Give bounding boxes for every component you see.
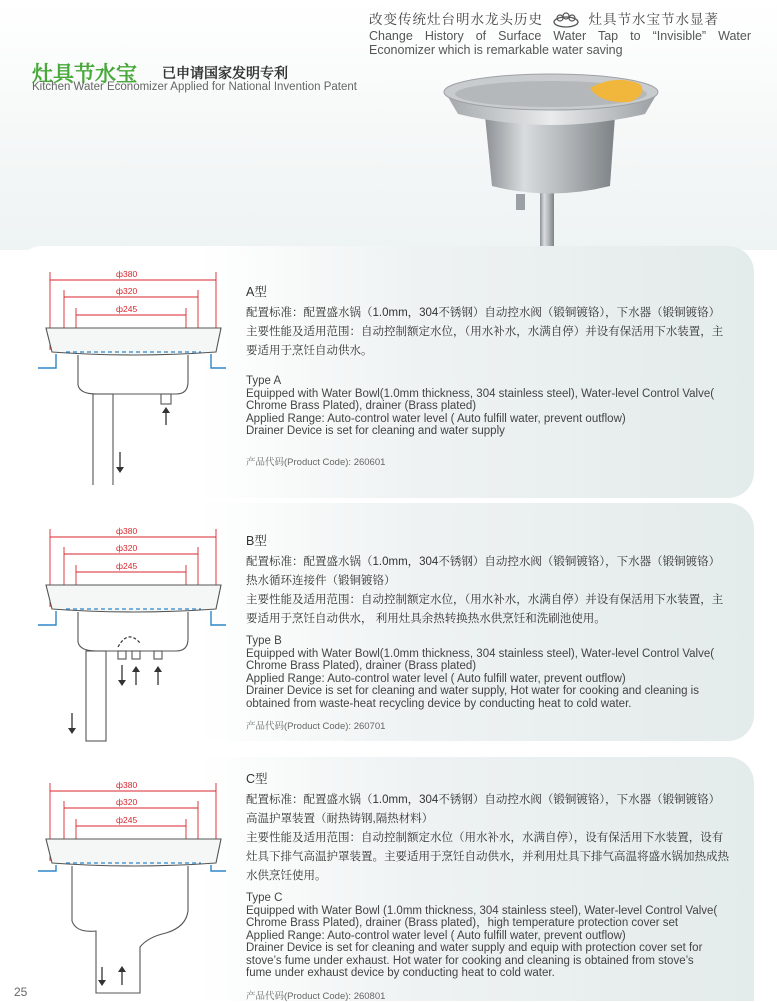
type-b-en-line: Applied Range: Auto-control water level ( Auto fulfill water, prevent outflow) [246,672,626,685]
dim-320: ф320 [116,797,138,807]
brand-subtitle-en: Kitchen Water Economizer Applied for National Invention Patent [32,81,357,93]
brand-logo-icon [551,11,581,29]
tagline-cn-right: 灶具节水宝节水显著 [588,12,720,27]
type-b-diagram [36,517,236,742]
type-b-cn-line: 配置标准：配置盛水锅（1.0mm，304不锈钢）自动控水阀（锻铜镀铬），下水器（锻铜镀铬） [246,556,721,568]
type-b-en-line: Equipped with Water Bowl(1.0mm thickness, 304 stainless steel), Water-level Control Valve( [246,647,715,660]
dim-380: ф380 [116,780,138,790]
header-tagline-en: Change History of Surface Water Tap to “Invisible” Water Economizer which is remarkable water saving [369,29,751,57]
dim-320: ф320 [116,543,138,553]
type-a-diagram [36,260,236,485]
type-a-en-line: Applied Range: Auto-control water level ( Auto fulfill water, prevent outflow) [246,412,626,425]
type-c-cn-line: 高温护罩装置（耐热铸钢,隔热材料） [246,813,434,825]
product-card-b [16,503,754,741]
type-c-cn-line: 配置标准：配置盛水锅（1.0mm，304不锈钢）自动控水阀（锻铜镀铬），下水器（锻铜镀铬） [246,794,721,806]
type-a-en-line: Chrome Brass Plated), drainer (Brass plated) [246,400,477,412]
type-c-en-line: Drainer Device is set for cleaning and water supply and equip with protection cover set for [246,942,703,954]
type-c-label-cn: C型 [246,772,268,786]
page-number: 25 [14,985,28,999]
type-b-en-line: Drainer Device is set for cleaning and water supply, Hot water for cooking and cleaning is [246,685,699,697]
type-b-label-en: Type B [246,635,282,647]
type-c-en-line: fume under exhaust device by conducting heat to cold water. [246,967,555,979]
dim-380: ф380 [116,269,138,279]
dim-380: ф380 [116,526,138,536]
type-b-en-line: Chrome Brass Plated), drainer (Brass plated) [246,660,477,672]
dim-245: ф245 [116,815,138,825]
product-card-a [16,246,754,498]
type-a-label-cn: A型 [246,285,267,299]
type-a-en-line: Drainer Device is set for cleaning and water supply [246,425,505,437]
type-a-product-code: 产品代码(Product Code): 260601 [246,456,386,468]
type-c-label-en: Type C [246,892,283,904]
type-b-en-line: obtained from waste-heat recycling device by conducting heat to cold water. [246,697,632,710]
type-c-cn-line: 灶具下排气高温护罩装置。主要适用于烹饪自动供水，并利用灶具下排气高温将盛水锅加热成热 [246,851,729,863]
type-a-cn-line: 配置标准：配置盛水锅（1.0mm，304不锈钢）自动控水阀（锻铜镀铬），下水器（锻铜镀铬） [246,307,721,319]
type-b-cn-line: 热水循环连接件（锻铜镀铬） [246,575,396,587]
dim-320: ф320 [116,286,138,296]
type-c-cn-line: 主要性能及适用范围：自动控制额定水位（用水补水，水满自停），设有保活用下水装置，设有 [246,832,724,844]
type-c-product-code: 产品代码(Product Code): 260801 [246,990,386,1002]
type-c-en-line: stove’s fume under exhaust. Hot water for cooking and cleaning is obtained from stove’s [246,954,694,967]
type-c-en-line: Equipped with Water Bowl (1.0mm thickness, 304 stainless steel), Water-level Control Valve( [246,904,718,917]
tagline-cn-left: 改变传统灶台明水龙头历史 [369,12,543,27]
type-a-label-en: Type A [246,375,282,387]
type-a-cn-line: 要适用于烹饪自动供水。 [246,345,373,357]
type-c-en-line: Chrome Brass Plated), drainer (Brass plated)，high temperature protection cover set [246,917,679,929]
type-b-label-cn: B型 [246,534,267,548]
brand-title: 灶具节水宝 [32,63,137,86]
type-a-cn-line: 主要性能及适用范围：自动控制额定水位，（用水补水，水满自停）并设有保活用下水装置，主 [246,326,724,338]
product-card-c [16,757,754,1001]
patent-note: 已申请国家发明专利 [162,65,288,81]
dim-245: ф245 [116,561,138,571]
type-b-cn-line: 主要性能及适用范围：自动控制额定水位，（用水补水，水满自停）并设有保活用下水装置，主 [246,594,724,606]
type-b-product-code: 产品代码(Product Code): 260701 [246,721,386,732]
header-tagline-cn [369,8,719,29]
dim-245: ф245 [116,304,138,314]
type-c-diagram [36,771,236,996]
type-a-en-line: Equipped with Water Bowl(1.0mm thickness, 304 stainless steel), Water-level Control Valve( [246,387,715,400]
type-c-en-line: Applied Range: Auto-control water level ( Auto fulfill water, prevent outflow) [246,929,626,942]
type-b-cn-line: 要适用于烹饪自动供水， 利用灶具余热转换热水供烹饪和洗刷池使用。 [246,613,606,625]
type-c-cn-line: 水供烹饪使用。 [246,870,327,882]
